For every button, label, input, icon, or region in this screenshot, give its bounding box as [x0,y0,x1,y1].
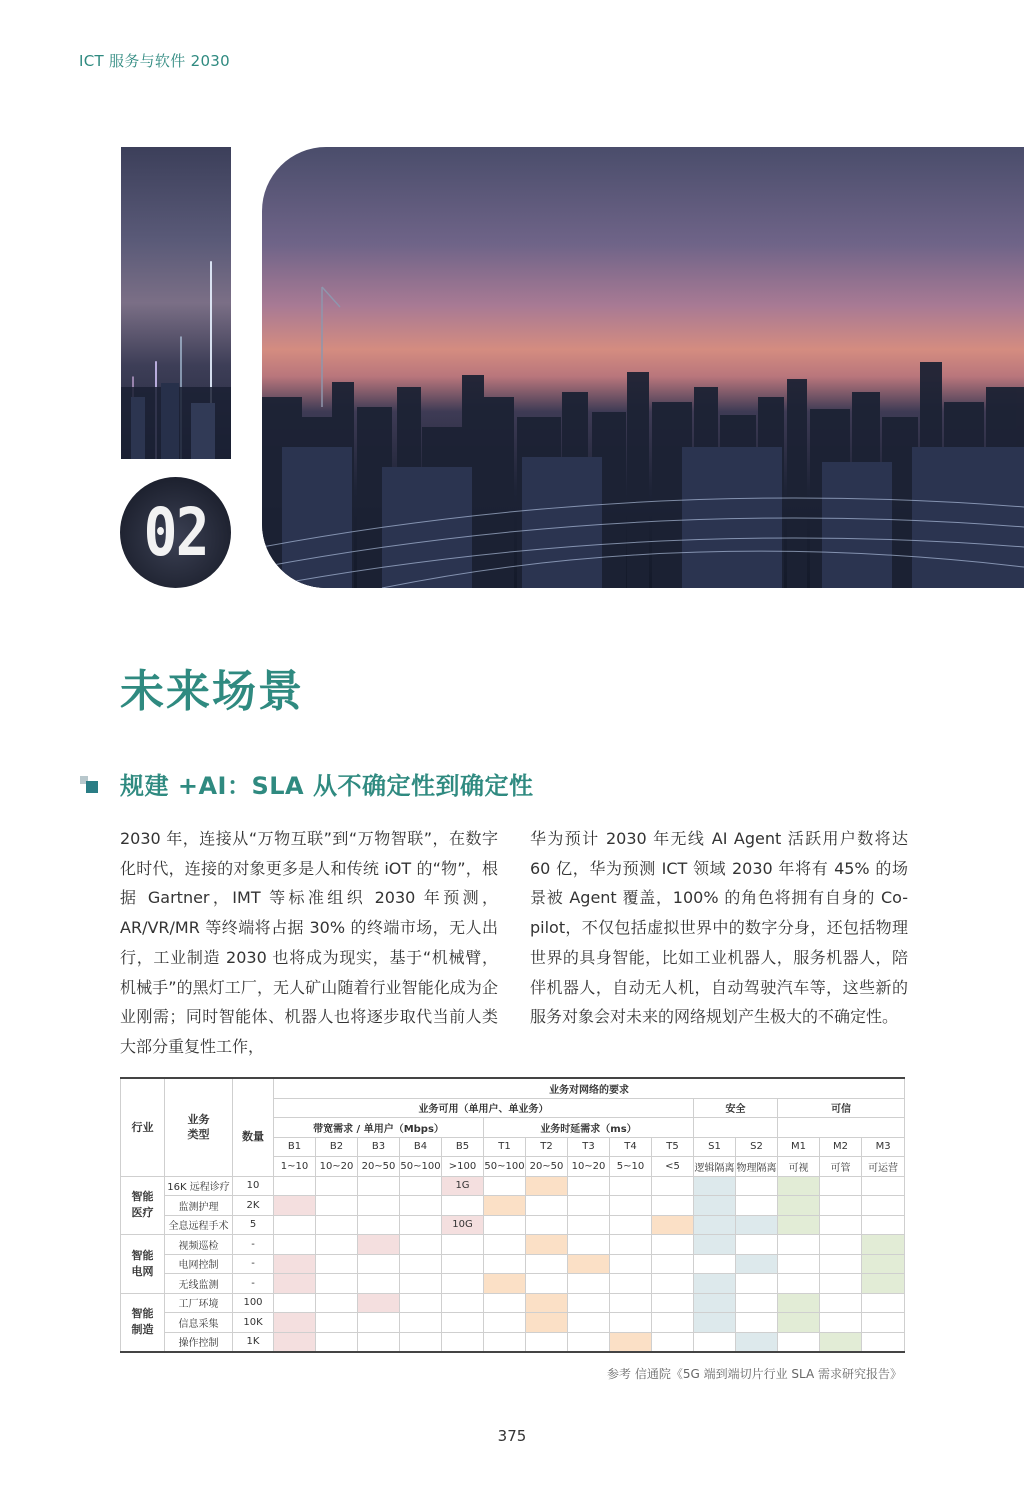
requirement-cell [778,1215,820,1235]
requirement-cell [862,1313,905,1333]
hero-strip-image [121,147,231,459]
requirement-cell [358,1196,400,1216]
column-range: 可运营 [862,1157,905,1177]
requirement-cell [610,1274,652,1294]
requirement-cell [820,1293,862,1313]
requirement-cell [316,1254,358,1274]
column-range: 逻辑隔离 [694,1157,736,1177]
service-type-cell: 电网控制 [165,1254,233,1274]
requirement-cell [484,1332,526,1352]
sla-requirements-table [120,1077,904,1353]
requirement-cell [316,1332,358,1352]
requirement-cell [652,1313,694,1333]
requirement-cell [442,1274,484,1294]
column-range: 5~10 [610,1157,652,1177]
column-range: 10~20 [568,1157,610,1177]
column-code: B3 [358,1137,400,1157]
requirement-cell [610,1254,652,1274]
requirement-cell [820,1215,862,1235]
requirement-cell [274,1293,316,1313]
table-row [121,1235,905,1255]
requirement-cell [694,1274,736,1294]
service-type-cell: 全息远程手术 [165,1215,233,1235]
header-network-requirements: 业务对网络的要求 [274,1078,905,1098]
column-range: 可管 [820,1157,862,1177]
count-cell: 1K [233,1332,274,1352]
service-type-cell: 无线监测 [165,1274,233,1294]
requirement-cell [694,1196,736,1216]
requirement-cell [652,1235,694,1255]
reference-note: 参考 信通院《5G 端到端切片行业 SLA 需求研究报告》 [607,1367,902,1381]
requirement-cell [274,1313,316,1333]
requirement-cell [610,1313,652,1333]
industry-cell: 智能电网 [121,1235,165,1294]
requirement-cell [442,1254,484,1274]
requirement-cell [778,1176,820,1196]
count-cell: - [233,1235,274,1255]
requirement-cell [694,1313,736,1333]
requirement-cell [610,1235,652,1255]
requirement-cell [610,1196,652,1216]
service-type-cell: 监测护理 [165,1196,233,1216]
requirement-cell [358,1235,400,1255]
requirement-cell [736,1215,778,1235]
requirement-cell [526,1313,568,1333]
requirement-cell [358,1313,400,1333]
requirement-cell [736,1293,778,1313]
requirement-cell [736,1176,778,1196]
requirement-cell [820,1176,862,1196]
count-cell: 10 [233,1176,274,1196]
requirement-cell [274,1274,316,1294]
requirement-cell [400,1274,442,1294]
requirement-cell [400,1313,442,1333]
table-row [121,1254,905,1274]
requirement-cell [400,1196,442,1216]
requirement-cell [358,1332,400,1352]
column-range: 可视 [778,1157,820,1177]
requirement-cell [862,1196,905,1216]
requirement-cell [526,1332,568,1352]
requirement-cell [358,1254,400,1274]
header-trust: 可信 [778,1098,905,1118]
requirement-cell [358,1215,400,1235]
running-header: ICT 服务与软件 2030 [79,52,230,70]
table-row [121,1215,905,1235]
count-cell: 10K [233,1313,274,1333]
requirement-cell [778,1332,820,1352]
requirement-cell [274,1196,316,1216]
table-row [121,1332,905,1352]
requirement-cell [400,1235,442,1255]
header-availability: 业务可用（单用户、单业务） [274,1098,694,1118]
hero-city-image [262,147,1024,588]
requirement-cell [652,1293,694,1313]
requirement-cell [568,1254,610,1274]
body-column-right [530,824,908,1032]
requirement-cell [736,1274,778,1294]
requirement-cell [484,1313,526,1333]
requirement-cell [316,1274,358,1294]
requirement-cell [694,1293,736,1313]
requirement-cell [484,1274,526,1294]
table-row [121,1274,905,1294]
header-service-type: 业务类型 [165,1078,233,1176]
requirement-cell [736,1332,778,1352]
requirement-cell [568,1293,610,1313]
requirement-cell [316,1293,358,1313]
column-range: 1~10 [274,1157,316,1177]
industry-cell: 智能医疗 [121,1176,165,1235]
count-cell: - [233,1274,274,1294]
requirement-cell [484,1196,526,1216]
requirement-cell [778,1274,820,1294]
requirement-cell [316,1215,358,1235]
body-paragraph-right: 华为预计 2030 年无线 AI Agent 活跃用户数将达 60 亿，华为预测 ICT 领域 2030 年将有 45% 的场景被 Agent 覆盖，100% 的角色将拥有自身的 Co-pilot，不仅包括虚拟世界中的数字分身，还包括物理世界的具身智能，比如工业机器人，服务机器人，陪伴机器人，自动无人机，自动驾驶汽车等，这些新的服务对象会对未来的网络规划产生极大的不确定性。 [530,829,908,1027]
requirement-cell [820,1332,862,1352]
requirement-cell [694,1215,736,1235]
section-heading [80,766,533,801]
requirement-cell [652,1176,694,1196]
requirement-cell [862,1293,905,1313]
column-range: 物理隔离 [736,1157,778,1177]
requirement-cell: 1G [442,1176,484,1196]
requirement-cell [610,1176,652,1196]
table-row [121,1176,905,1196]
column-code: M2 [820,1137,862,1157]
column-code: M1 [778,1137,820,1157]
requirement-cell [526,1176,568,1196]
requirement-cell [442,1196,484,1216]
requirement-cell: 10G [442,1215,484,1235]
requirement-cell [316,1235,358,1255]
body-paragraph-left: 2030 年，连接从“万物互联”到“万物智联”，在数字化时代，连接的对象更多是人和传统 iOT 的“物”，根据 Gartner，IMT 等标准组织 2030 年预测，AR/VR/MR 等终端将占据 30% 的终端市场，无人出行，工业制造 2030 也将成为现实，基于“机械臂，机械手”的黑灯工厂，无人矿山随着行业智能化成为企业刚需；同时智能体、机器人也将逐步取代当前人类大部分重复性工作， [120,829,498,1056]
city-lights-strip-icon [121,147,231,459]
requirement-cell [526,1235,568,1255]
requirement-cell [736,1313,778,1333]
requirement-cell [442,1313,484,1333]
column-code: B4 [400,1137,442,1157]
requirement-cell [568,1332,610,1352]
service-type-cell: 信息采集 [165,1313,233,1333]
requirement-cell [820,1274,862,1294]
page-number: 375 [497,1427,527,1445]
requirement-cell [274,1254,316,1274]
requirement-cell [652,1254,694,1274]
column-range: 10~20 [316,1157,358,1177]
service-type-cell: 工厂环境 [165,1293,233,1313]
requirement-cell [400,1293,442,1313]
chapter-number: 02 [143,494,208,571]
requirement-cell [442,1332,484,1352]
column-code: B2 [316,1137,358,1157]
requirement-cell [694,1254,736,1274]
table-row [121,1313,905,1333]
column-code: T2 [526,1137,568,1157]
requirement-cell [274,1235,316,1255]
requirement-cell [652,1274,694,1294]
requirement-cell [484,1215,526,1235]
service-type-cell: 视频巡检 [165,1235,233,1255]
requirement-cell [526,1293,568,1313]
city-skyline-icon [262,147,1024,588]
requirement-cell [400,1332,442,1352]
requirement-cell [610,1293,652,1313]
requirement-cell [442,1293,484,1313]
column-code: B1 [274,1137,316,1157]
section-heading-text: 规建 +AI：SLA 从不确定性到确定性 [120,772,534,800]
requirement-cell [316,1176,358,1196]
requirement-cell [736,1196,778,1216]
service-type-cell: 操作控制 [165,1332,233,1352]
requirement-cell [484,1293,526,1313]
requirement-cell [316,1313,358,1333]
requirement-cell [484,1235,526,1255]
requirement-cell [694,1176,736,1196]
column-range: 20~50 [526,1157,568,1177]
column-range: 20~50 [358,1157,400,1177]
requirement-cell [442,1235,484,1255]
service-type-cell: 16K 远程诊疗 [165,1176,233,1196]
requirement-cell [568,1196,610,1216]
requirement-cell [694,1235,736,1255]
column-code: S1 [694,1137,736,1157]
requirement-cell [526,1215,568,1235]
column-range: >100 [442,1157,484,1177]
requirement-cell [568,1215,610,1235]
requirement-cell [610,1332,652,1352]
requirement-cell [778,1293,820,1313]
requirement-cell [400,1215,442,1235]
requirement-cell [820,1196,862,1216]
requirement-cell [568,1176,610,1196]
requirement-cell [526,1254,568,1274]
column-code: S2 [736,1137,778,1157]
section-marker-icon [80,773,106,795]
requirement-cell [358,1176,400,1196]
count-cell: 5 [233,1215,274,1235]
requirement-cell [568,1313,610,1333]
requirement-cell [568,1274,610,1294]
requirement-cell [862,1235,905,1255]
table-row [121,1293,905,1313]
requirement-cell [736,1235,778,1255]
requirement-cell [862,1274,905,1294]
requirement-cell [274,1332,316,1352]
requirement-cell [652,1332,694,1352]
requirement-cell [652,1196,694,1216]
column-code: T1 [484,1137,526,1157]
requirement-cell [400,1254,442,1274]
requirement-cell [484,1176,526,1196]
chapter-badge [120,477,231,588]
column-code: T5 [652,1137,694,1157]
requirement-cell [862,1254,905,1274]
industry-cell: 智能制造 [121,1293,165,1352]
requirement-cell [778,1235,820,1255]
table-row [121,1196,905,1216]
count-cell: 100 [233,1293,274,1313]
requirement-cell [778,1313,820,1333]
requirement-cell [400,1176,442,1196]
requirement-cell [526,1196,568,1216]
column-range: 50~100 [484,1157,526,1177]
requirement-cell [526,1274,568,1294]
requirement-cell [778,1254,820,1274]
requirement-cell [862,1332,905,1352]
column-code: T4 [610,1137,652,1157]
count-cell: - [233,1254,274,1274]
column-code: T3 [568,1137,610,1157]
requirement-cell [778,1196,820,1216]
header-industry: 行业 [121,1078,165,1176]
requirement-cell [820,1313,862,1333]
requirement-cell [820,1254,862,1274]
count-cell: 2K [233,1196,274,1216]
requirement-cell [316,1196,358,1216]
header-latency: 业务时延需求（ms） [484,1118,694,1138]
requirement-cell [274,1176,316,1196]
header-security: 安全 [694,1098,778,1118]
body-column-left [120,824,498,1062]
requirement-cell [694,1332,736,1352]
requirement-cell [274,1215,316,1235]
requirement-cell [610,1215,652,1235]
column-code: M3 [862,1137,905,1157]
requirement-cell [484,1254,526,1274]
header-count: 数量 [233,1098,274,1176]
header-bandwidth: 带宽需求 / 单用户（Mbps） [274,1118,484,1138]
requirement-cell [736,1254,778,1274]
requirement-cell [862,1215,905,1235]
requirement-cell [358,1293,400,1313]
requirement-cell [652,1215,694,1235]
requirement-cell [820,1235,862,1255]
column-range: 50~100 [400,1157,442,1177]
requirement-cell [358,1274,400,1294]
column-range: <5 [652,1157,694,1177]
page-title: 未来场景 [120,666,304,717]
requirement-cell [862,1176,905,1196]
requirement-cell [568,1235,610,1255]
column-code: B5 [442,1137,484,1157]
